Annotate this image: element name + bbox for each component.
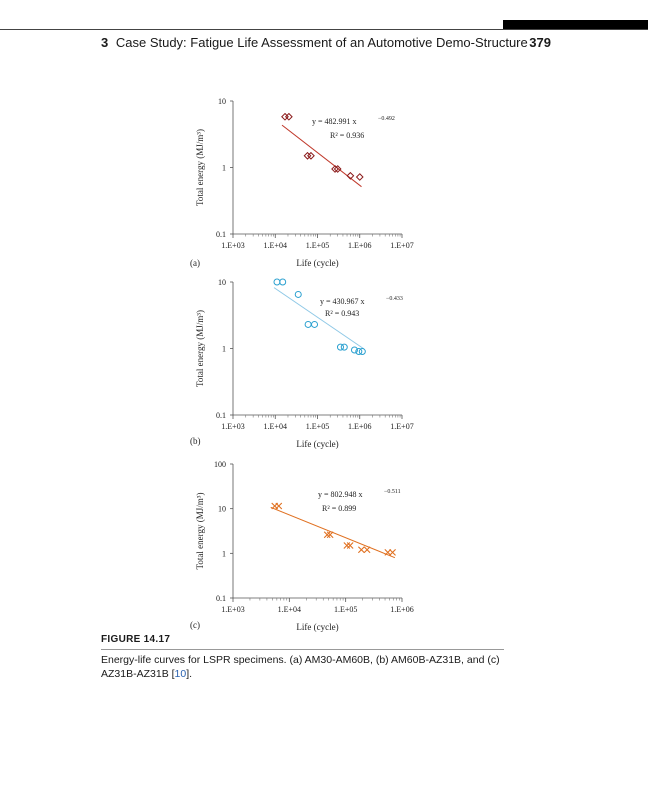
caption-end: ]. — [186, 668, 193, 680]
chart-3-y-tick-label: 10 — [218, 504, 226, 514]
chart-2-point — [280, 279, 286, 285]
chart-2-y-axis-label: Total energy (MJ/m³) — [195, 310, 205, 387]
chart-1-equation: y = 482.991 x — [312, 117, 357, 126]
chart-3-y-tick-label: 100 — [214, 460, 226, 469]
chart-2-y-tick-label: 10 — [218, 278, 226, 287]
chart-2-y-tick-label: 0.1 — [216, 411, 226, 420]
chart-3-point — [276, 503, 282, 509]
chart-2-panel-label: (b) — [190, 436, 201, 446]
chart-3-equation-exponent: −0.511 — [384, 489, 401, 495]
figure-label: FIGURE 14.17 — [101, 634, 171, 645]
chart-3-x-tick-label: 1.E+06 — [390, 605, 414, 614]
chart-2-point — [312, 321, 318, 327]
chart-3-x-axis-label: Life (cycle) — [296, 622, 339, 632]
chart-2-x-tick-label: 1.E+07 — [390, 422, 414, 431]
chart-3-point — [344, 542, 350, 548]
chapter-title: Case Study: Fatigue Life Assessment of an Automotive Demo-Structure — [115, 35, 528, 50]
caption-reference-link[interactable]: 10 — [174, 668, 187, 680]
chart-3-r2-label: R² = 0.899 — [322, 504, 357, 513]
chart-1-x-tick-label: 1.E+05 — [305, 241, 330, 250]
chart-1-panel-label: (a) — [190, 258, 200, 268]
chart-3-y-tick-label: 1 — [222, 549, 226, 559]
chart-1-y-tick-label: 1 — [222, 163, 226, 173]
chart-3-point — [327, 532, 333, 538]
chart-3-y-tick-label: 0.1 — [216, 594, 226, 603]
chart-3-point — [358, 547, 364, 553]
chart-2-x-tick-label: 1.E+06 — [348, 422, 372, 431]
chart-1-y-tick-label: 0.1 — [216, 230, 226, 239]
chart-1-x-tick-label: 1.E+03 — [221, 241, 245, 250]
chart-1-y-axis-label: Total energy (MJ/m³) — [195, 129, 205, 206]
chart-2-y-tick-label: 1 — [222, 344, 226, 354]
chart-1-equation-exponent: −0.492 — [378, 116, 395, 122]
chart-2-point — [359, 349, 365, 355]
figure-caption-rule — [101, 649, 504, 650]
chart-2-point — [305, 321, 311, 327]
caption-text: Energy-life curves for LSPR specimens. (a) AM30-AM60B, (b) AM60B-AZ31B, and (c) AZ31B-AZ31B [ — [101, 654, 500, 680]
chart-2-r2-label: R² = 0.943 — [325, 309, 360, 318]
chart-2-x-axis-label: Life (cycle) — [296, 439, 339, 449]
chart-3-point — [364, 547, 370, 553]
chart-2-point — [274, 279, 280, 285]
chart-3-y-axis-label: Total energy (MJ/m³) — [195, 492, 205, 570]
chart-2-x-tick-label: 1.E+03 — [221, 422, 245, 431]
chart-3-point — [390, 549, 396, 555]
chart-2-point — [295, 291, 301, 297]
chart-3-x-tick-label: 1.E+05 — [333, 605, 358, 614]
chart-2-x-tick-label: 1.E+05 — [305, 422, 330, 431]
chart-1-x-tick-label: 1.E+04 — [263, 241, 287, 250]
chapter-number: 3 — [101, 35, 109, 50]
chart-2-x-tick-label: 1.E+04 — [263, 422, 287, 431]
chart-3-x-tick-label: 1.E+04 — [277, 605, 302, 614]
chart-1-x-tick-label: 1.E+07 — [390, 241, 414, 250]
chart-3-equation: y = 802.948 x — [318, 490, 363, 499]
page-number: 379 — [529, 35, 551, 50]
chart-3-panel-label: (c) — [190, 620, 200, 630]
chart-3-point — [347, 542, 353, 548]
figure-caption — [101, 653, 501, 681]
chart-1-y-tick-label: 10 — [218, 97, 226, 106]
chart-2-equation: y = 430.967 x — [320, 297, 365, 306]
chart-3-x-tick-label: 1.E+03 — [221, 605, 245, 614]
chart-1-x-axis-label: Life (cycle) — [296, 258, 339, 268]
chart-1-x-tick-label: 1.E+06 — [348, 241, 372, 250]
chart-3-point — [324, 532, 330, 538]
chart-2-point — [341, 344, 347, 350]
chart-2-equation-exponent: −0.433 — [386, 296, 403, 302]
chart-1-point — [357, 174, 363, 180]
chart-1-r2-label: R² = 0.936 — [330, 131, 365, 140]
